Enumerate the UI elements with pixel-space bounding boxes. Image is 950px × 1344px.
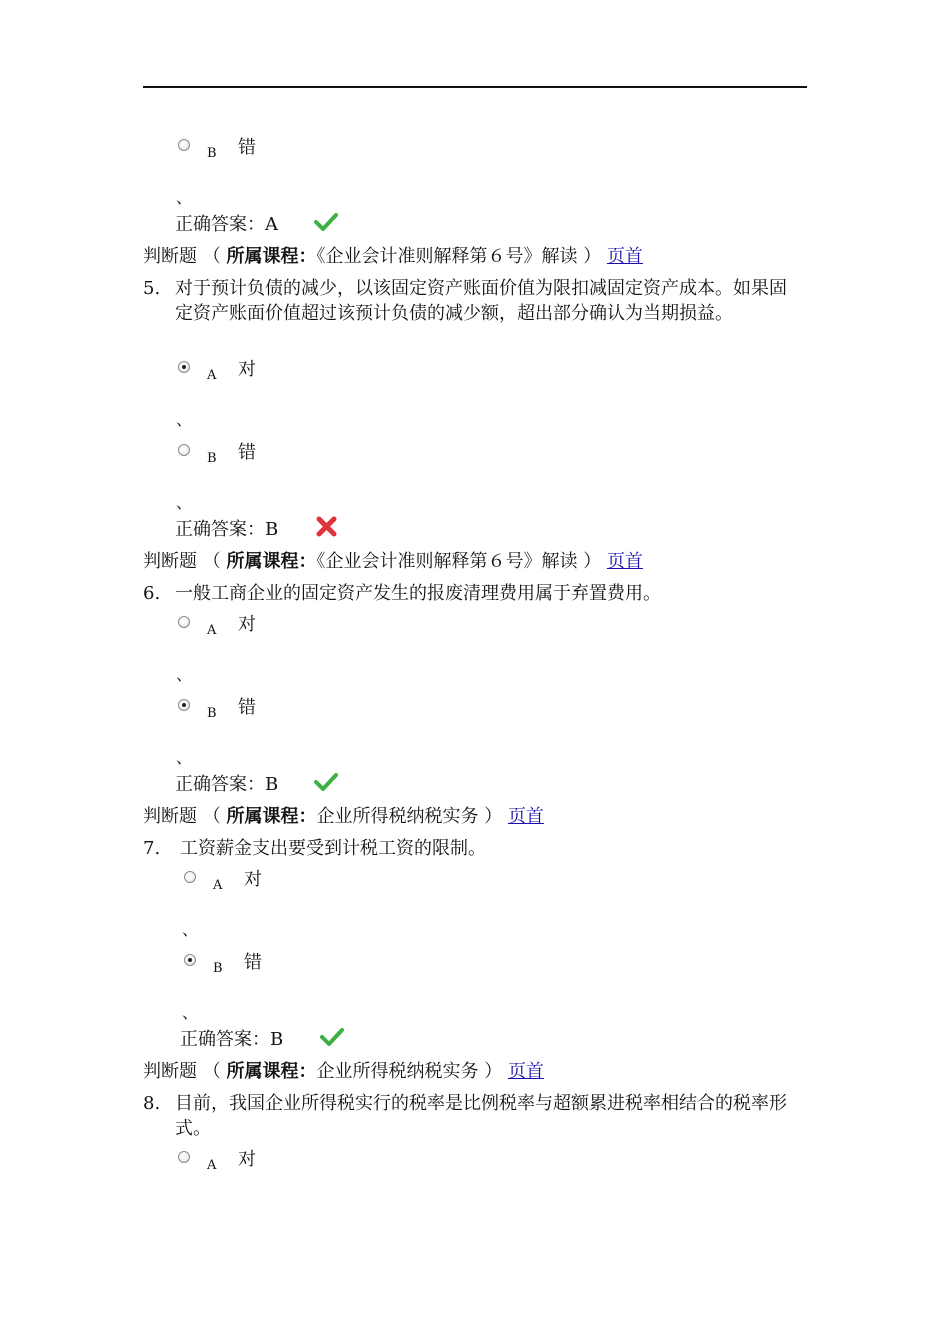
q6-option-a-text: 对 (238, 614, 256, 635)
q7-option-a-text: 对 (244, 869, 262, 890)
q5-separator-b: 、 (176, 493, 193, 512)
q5-option-a-text: 对 (238, 359, 256, 380)
q7-correct-answer: 正确答案：B (180, 1029, 284, 1050)
home-link[interactable]: 页首 (606, 551, 643, 572)
q6-separator-a: 、 (176, 665, 193, 684)
q5-option-b-text: 错 (238, 442, 256, 463)
q8-meta-line: 判断题 （ 所属课程：企业所得税纳税实务 ） 页首 (143, 1061, 544, 1082)
home-link[interactable]: 页首 (606, 246, 643, 267)
check-icon (314, 772, 338, 792)
q6-separator-b: 、 (176, 748, 193, 767)
q5-number: 5. (143, 278, 161, 299)
q7-option-b-text: 错 (244, 952, 262, 973)
q6-question-text: 一般工商企业的固定资产发生的报废清理费用属于弃置费用。 (175, 583, 661, 604)
home-link[interactable]: 页首 (507, 1061, 544, 1082)
q5-question-text: 对于预计负债的减少，以该固定资产账面价值为限扣减固定资产成本。如果固定资产账面价值超过该预计负债的减少额，超出部分确认为当期损益。 (175, 278, 787, 324)
q7-option-a-letter: A (213, 878, 223, 893)
q6-correct-answer: 正确答案：B (175, 774, 279, 795)
q7-meta-line: 判断题 （ 所属课程：企业所得税纳税实务 ） 页首 (143, 806, 544, 827)
header-rule (143, 86, 807, 88)
q5-option-b-letter: B (207, 451, 217, 466)
q5-correct-answer: 正确答案：B (175, 519, 279, 540)
q6-option-b-letter: B (207, 706, 217, 721)
q5-meta-line: 判断题 （ 所属课程：《企业会计准则解释第６号》解读 ） 页首 (143, 246, 643, 267)
q8-question-text: 目前，我国企业所得税实行的税率是比例税率与超额累进税率相结合的税率形式。 (175, 1093, 787, 1139)
q7-number: 7. (143, 838, 161, 859)
q4-option-b-text: 错 (238, 137, 256, 158)
q8-number: 8. (143, 1093, 161, 1114)
q8-option-a-radio[interactable] (178, 1151, 190, 1163)
q6-option-b-radio[interactable] (178, 699, 190, 711)
q5-option-a-radio[interactable] (178, 361, 190, 373)
q5-option-a-letter: A (207, 368, 217, 383)
q8-option-a-letter: A (207, 1158, 217, 1173)
home-link[interactable]: 页首 (507, 806, 544, 827)
q5-separator-a: 、 (176, 410, 193, 429)
q7-option-a-radio[interactable] (184, 871, 196, 883)
q7-separator-b: 、 (182, 1003, 199, 1022)
q6-meta-line: 判断题 （ 所属课程：《企业会计准则解释第６号》解读 ） 页首 (143, 551, 643, 572)
q7-option-b-letter: B (213, 961, 223, 976)
q7-separator-a: 、 (182, 920, 199, 939)
q7-option-b-radio[interactable] (184, 954, 196, 966)
q4-separator: 、 (176, 188, 193, 207)
cross-icon (315, 515, 338, 538)
q6-option-b-text: 错 (238, 697, 256, 718)
check-icon (320, 1027, 344, 1047)
q4-option-b-radio[interactable] (178, 139, 190, 151)
q7-question-text: 工资薪金支出要受到计税工资的限制。 (180, 838, 486, 859)
q6-option-a-letter: A (207, 623, 217, 638)
q8-option-a-text: 对 (238, 1149, 256, 1170)
q4-correct-answer: 正确答案：A (175, 214, 278, 235)
check-icon (314, 212, 338, 232)
q5-option-b-radio[interactable] (178, 444, 190, 456)
q6-option-a-radio[interactable] (178, 616, 190, 628)
q6-number: 6. (143, 583, 161, 604)
q4-option-b-letter: B (207, 146, 217, 161)
